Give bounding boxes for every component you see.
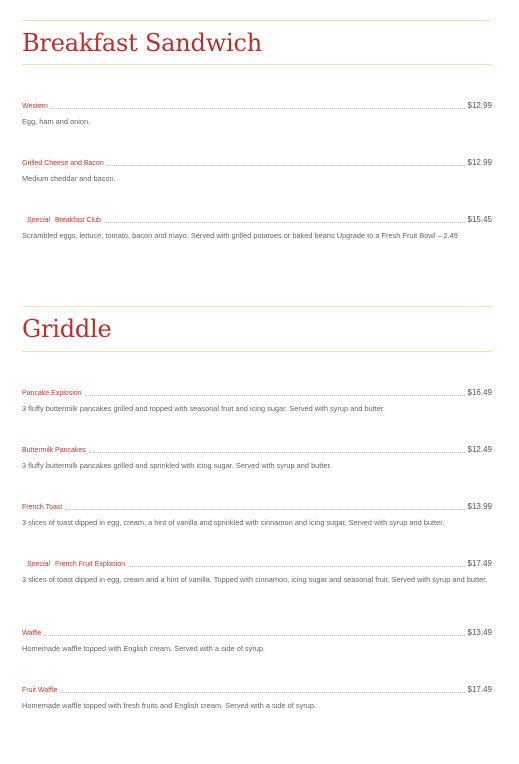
item-name: Buttermilk Pancakes [22,447,86,454]
menu-item-breakfast-club[interactable] [22,213,492,242]
item-row [22,156,492,168]
item-name: Waffle [22,630,42,637]
item-row [22,443,492,455]
section-header-breakfast-sandwich [22,20,492,65]
section-title: Griddle [22,315,112,343]
menu-item-pancake-explosion[interactable] [22,386,492,415]
menu-item-french-fruit-explosion[interactable] [22,557,492,586]
item-price: $13.99 [467,502,492,511]
special-tag: Special [27,561,50,568]
item-description: Egg, ham and onion. [22,117,91,126]
dot-leader [104,221,465,223]
section-header-griddle [22,306,492,352]
dot-leader [128,565,465,567]
item-name: French Fruit Explosion [54,561,125,568]
item-row [22,500,492,512]
item-price: $13.49 [467,628,492,637]
item-name: French Toast [22,504,63,511]
item-description: Homemade waffle topped with fresh fruits and English cream. Served with a side of syrup. [22,701,316,710]
dot-leader [60,691,464,693]
item-row [22,99,492,111]
dot-leader [44,634,464,636]
item-description: 3 fluffy buttermilk pancakes grilled and topped with seasonal fruit and icing sugar. Served with syrup and butter. [22,404,386,413]
dot-leader [89,451,465,453]
item-row [22,683,492,695]
item-name: Grilled Cheese and Bacon [22,160,104,167]
dot-leader [107,164,465,166]
menu-item-western[interactable] [22,99,492,128]
item-name: Western [22,103,48,110]
menu-item-french-toast[interactable] [22,500,492,529]
menu-item-buttermilk-pancakes[interactable] [22,443,492,472]
menu-item-fruit-waffle[interactable] [22,683,492,712]
item-name: Fruit Waffle [22,687,58,694]
special-tag: Special [27,217,50,224]
item-description: 3 slices of toast dipped in egg, cream and a hint of vanilla. Topped with cinnamon, icing sugar and seasonal fruit. Served with syrup and butter. [22,575,488,584]
menu-item-waffle[interactable] [22,626,492,655]
item-row [22,213,492,225]
item-name: Pancake Explosion [22,390,82,397]
section-title: Breakfast Sandwich [22,29,263,57]
item-price: $15.45 [467,215,492,224]
item-price: $16.49 [467,388,492,397]
item-price: $17.49 [467,559,492,568]
menu-item-grilled-cheese-and-bacon[interactable] [22,156,492,185]
item-price: $12.99 [467,158,492,167]
item-row [22,557,492,569]
item-price: $12.49 [467,445,492,454]
dot-leader [65,508,464,510]
item-description: 3 fluffy buttermilk pancakes grilled and sprinkled with icing sugar. Served with syrup and butter. [22,461,332,470]
item-price: $17.49 [467,685,492,694]
dot-leader [85,394,465,396]
dot-leader [51,107,465,109]
item-description: Homemade waffle topped with English cream. Served with a side of syrup. [22,644,266,653]
item-description: Medium cheddar and bacon. [22,174,116,183]
item-description: 3 slices of toast dipped in egg, cream, a hint of vanilla and sprinkled with cinnamon and icing sugar. Served with syrup and butter. [22,518,445,527]
item-row [22,626,492,638]
item-row [22,386,492,398]
item-name: Breakfast Club [54,217,101,224]
item-price: $12.99 [467,101,492,110]
item-description: Scrambled eggs, lettuce, tomato, bacon and mayo. Served with grilled potatoes or baked beans Upgrade to a Fresh Fruit Bowl – 2.49 [22,231,458,240]
